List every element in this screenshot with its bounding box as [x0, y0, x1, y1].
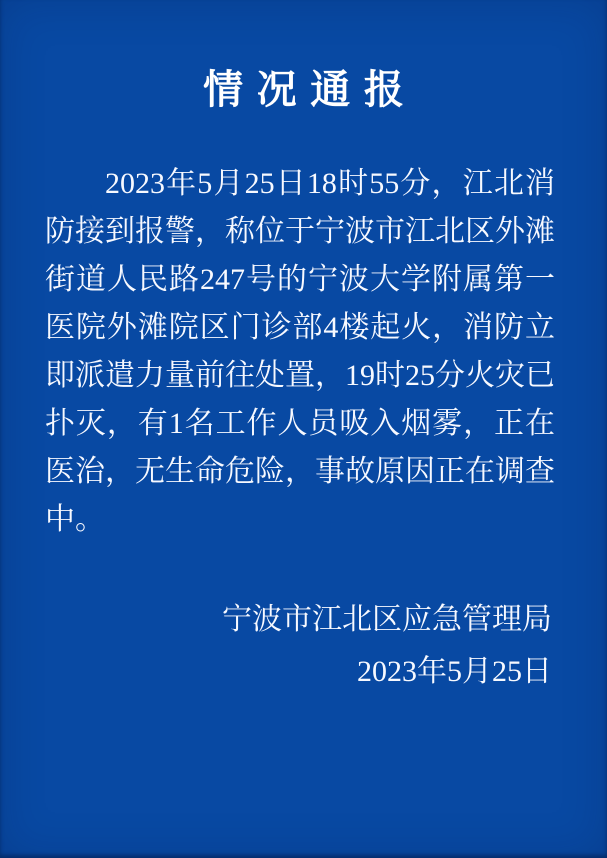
notice-title: 情况通报	[203, 67, 418, 112]
issuer-name: 宁波市江北区应急管理局	[222, 603, 552, 636]
signature-block	[0, 594, 552, 698]
notice-body-paragraph: 2023年5月25日18时55分，江北消防接到报警，称位于宁波市江北区外滩街道人民路247号的宁波大学附属第一医院外滩院区门诊部4楼起火，消防立即派遣力量前往处置，19时25分火灾已扑灭，有1名工作人员吸入烟雾，正在医治，无生命危险，事故原因正在调查中。	[45, 167, 555, 536]
issue-date: 2023年5月25日	[357, 655, 552, 688]
